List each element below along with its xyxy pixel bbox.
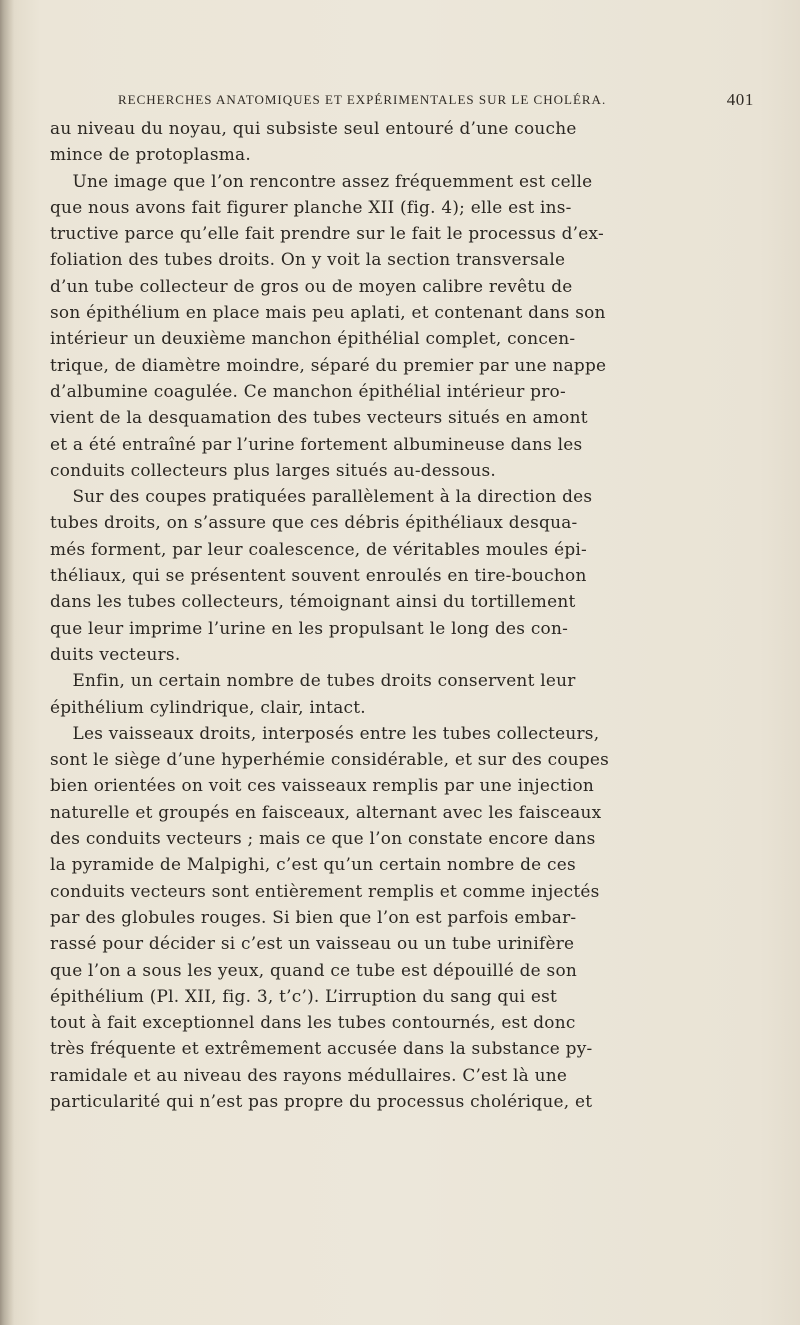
- text-line: tubes droits, on s’assure que ces débris épithéliaux desqua-: [50, 512, 578, 533]
- text-line: bien orientées on voit ces vaisseaux remplis par une injection: [50, 775, 595, 796]
- text-line: duits vecteurs.: [50, 643, 181, 664]
- text-line: et a été entraîné par l’urine fortement albumineuse dans les: [50, 433, 583, 454]
- text-line: ramidale et au niveau des rayons médullaires. C’est là une: [50, 1064, 568, 1085]
- text-line: vient de la desquamation des tubes vecteurs situés en amont: [50, 407, 588, 428]
- text-line: des conduits vecteurs ; mais ce que l’on constate encore dans: [50, 828, 596, 849]
- text-line: sont le siège d’une hyperhémie considérable, et sur des coupes: [50, 749, 610, 770]
- text-line: Enfin, un certain nombre de tubes droits conservent leur: [50, 670, 576, 691]
- text-line: foliation des tubes droits. On y voit la section transversale: [50, 249, 566, 270]
- binding-shadow: [0, 0, 14, 1325]
- page-number: 401: [726, 90, 754, 109]
- text-line: Les vaisseaux droits, interposés entre les tubes collecteurs,: [50, 722, 600, 743]
- text-line: que leur imprime l’urine en les propulsant le long des con-: [50, 617, 569, 638]
- text-line: mince de protoplasma.: [50, 144, 251, 165]
- text-line: Une image que l’on rencontre assez fréquemment est celle: [50, 170, 593, 191]
- text-line: que nous avons fait figurer planche XII (fig. 4); elle est ins-: [50, 196, 572, 217]
- text-line: rassé pour décider si c’est un vaisseau ou un tube urinifère: [50, 933, 575, 954]
- text-line: tout à fait exceptionnel dans les tubes contournés, est donc: [50, 1012, 576, 1033]
- text-line: Sur des coupes pratiquées parallèlement à la direction des: [50, 486, 593, 507]
- text-line: naturelle et groupés en faisceaux, alternant avec les faisceaux: [50, 801, 602, 822]
- text-line: conduits vecteurs sont entièrement remplis et comme injectés: [50, 880, 600, 901]
- text-line: tructive parce qu’elle fait prendre sur le fait le processus d’ex-: [50, 223, 604, 244]
- running-head: [118, 92, 754, 116]
- text-line: par des globules rouges. Si bien que l’on est parfois embar-: [50, 906, 577, 927]
- text-line: particularité qui n’est pas propre du processus cholérique, et: [50, 1090, 593, 1111]
- text-line: théliaux, qui se présentent souvent enroulés en tire-bouchon: [50, 565, 587, 586]
- text-line: que l’on a sous les yeux, quand ce tube est dépouillé de son: [50, 959, 577, 980]
- text-line: son épithélium en place mais peu aplati, et contenant dans son: [50, 302, 606, 323]
- text-line: d’un tube collecteur de gros ou de moyen calibre revêtu de: [50, 275, 573, 296]
- text-line: trique, de diamètre moindre, séparé du premier par une nappe: [50, 354, 607, 375]
- text-line: épithélium cylindrique, clair, intact.: [50, 696, 366, 717]
- text-line: intérieur un deuxième manchon épithélial complet, concen-: [50, 328, 576, 349]
- text-line: més forment, par leur coalescence, de véritables moules épi-: [50, 538, 588, 559]
- text-line: très fréquente et extrêmement accusée dans la substance py-: [50, 1038, 593, 1059]
- text-line: d’albumine coagulée. Ce manchon épithélial intérieur pro-: [50, 380, 566, 401]
- text-line: la pyramide de Malpighi, c’est qu’un certain nombre de ces: [50, 854, 576, 875]
- text-line: au niveau du noyau, qui subsiste seul entouré d’une couche: [50, 118, 577, 138]
- body-text: [50, 115, 770, 1114]
- running-title: RECHERCHES ANATOMIQUES ET EXPÉRIMENTALES SUR LE CHOLÉRA.: [118, 92, 607, 107]
- text-line: dans les tubes collecteurs, témoignant ainsi du tortillement: [50, 591, 576, 612]
- text-line: conduits collecteurs plus larges situés au-dessous.: [50, 459, 497, 480]
- text-line: épithélium (Pl. XII, fig. 3, t’c’). L’irruption du sang qui est: [50, 985, 558, 1006]
